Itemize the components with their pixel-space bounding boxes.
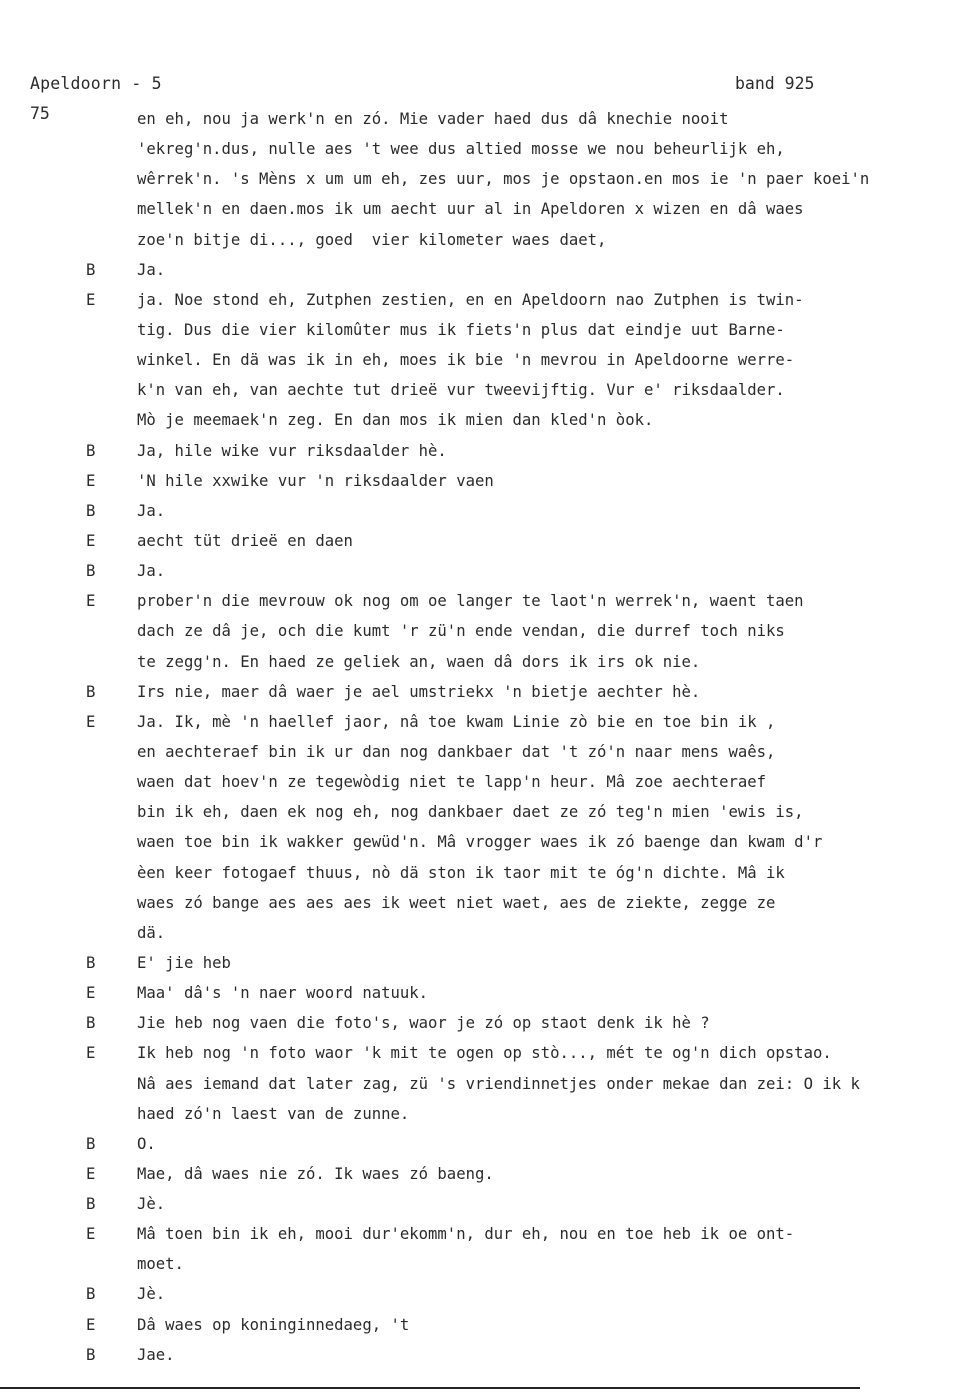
transcript-line [0,1129,973,1159]
transcript-line [0,978,973,1008]
speaker-label: E [86,1164,96,1183]
transcript-line [0,1340,973,1370]
document-title: Apeldoorn - 5 [30,74,162,93]
speaker-label: E [86,984,96,1003]
band-label: band 925 [735,74,815,93]
transcript-line [0,586,973,616]
speaker-label: E [86,1044,96,1063]
transcript-line [0,496,973,526]
transcript-line [0,375,973,405]
transcript-line [0,1159,973,1189]
line-text: dach ze dâ je, och die kumt 'r zü'n ende vendan, die durref toch niks [137,622,785,641]
transcript-line [0,1219,973,1249]
line-text: Jè. [137,1285,166,1304]
line-text: te zegg'n. En haed ze geliek an, waen dâ dors ik irs ok nie. [137,652,701,671]
speaker-label: B [86,562,96,581]
footer-rule [0,1387,860,1389]
line-text: Ik heb nog 'n foto waor 'k mit te ogen op stò..., mét te og'n dich opstao. [137,1044,832,1063]
speaker-label: E [86,1225,96,1244]
transcript-line [0,285,973,315]
line-text: prober'n die mevrouw ok nog om oe langer te laot'n werrek'n, waent taen [137,592,804,611]
speaker-label: E [86,1315,96,1334]
transcript-line [0,888,973,918]
line-text: aecht tüt drieë en daen [137,531,353,550]
line-text: moet. [137,1255,184,1274]
line-text: Ja. Ik, mè 'n haellef jaor, nâ toe kwam Linie zò bie en toe bin ik , [137,712,776,731]
speaker-label: B [86,682,96,701]
line-text: ja. Noe stond eh, Zutphen zestien, en en Apeldoorn nao Zutphen is twin- [137,290,804,309]
transcript-line [0,345,973,375]
line-text: dä. [137,923,166,942]
transcript-line [0,1008,973,1038]
transcript-line [0,1310,973,1340]
line-text: wêrrek'n. 's Mèns x um um eh, zes uur, mos je opstaon.en mos ie 'n paer koei'n [137,170,870,189]
line-text: Jè. [137,1195,166,1214]
transcript-line [0,918,973,948]
line-text: Jae. [137,1345,175,1364]
line-text: zoe'n bitje di..., goed vier kilometer waes daet, [137,230,607,249]
line-text: waes zó bange aes aes aes ik weet niet waet, aes de ziekte, zegge ze [137,893,776,912]
line-text: k'n van eh, van aechte tut drieë vur tweevijftig. Vur e' riksdaalder. [137,381,785,400]
line-text: Mâ toen bin ik eh, mooi dur'ekomm'n, dur eh, nou en toe heb ik oe ont- [137,1225,795,1244]
speaker-label: B [86,953,96,972]
line-text: waen dat hoev'n ze tegewòdig niet te lapp'n heur. Mâ zoe aechteraef [137,773,767,792]
transcript-line [0,797,973,827]
speaker-label: E [86,290,96,309]
line-text: haed zó'n laest van de zunne. [137,1104,410,1123]
line-text: en eh, nou ja werk'n en zó. Mie vader haed dus dâ knechie nooit [137,110,729,128]
line-text: Irs nie, maer dâ waer je ael umstriekx 'n bietje aechter hè. [137,682,701,701]
line-text: 'ekreg'n.dus, nulle aes 't wee dus altied mosse we nou beheurlijk eh, [137,140,785,159]
line-text: O. [137,1134,156,1153]
transcript-line [0,1249,973,1279]
page-number: 75 [30,104,50,123]
transcript-line [0,526,973,556]
line-text: E' jie heb [137,953,231,972]
transcript-line [0,436,973,466]
transcript [0,104,973,1370]
line-text: mellek'n en daen.mos ik um aecht uur al in Apeldoren x wizen en dâ waes [137,200,804,219]
transcript-line [0,767,973,797]
transcript-line [0,647,973,677]
transcript-line [0,1099,973,1129]
transcript-line [0,737,973,767]
transcript-line [0,1279,973,1309]
transcript-line [0,1189,973,1219]
speaker-label: E [86,531,96,550]
line-text: èen keer fotogaef thuus, nò dä ston ik taor mit te óg'n dichte. Mâ ik [137,863,785,882]
line-text: Ja. [137,260,166,279]
speaker-label: B [86,441,96,460]
line-text: 'N hile xxwike vur 'n riksdaalder vaen [137,471,494,490]
line-text: Dâ waes op koninginnedaeg, 't [137,1315,410,1334]
line-text: en aechteraef bin ik ur dan nog dankbaer dat 't zó'n naar mens waês, [137,742,776,761]
transcript-line [0,677,973,707]
transcript-line [0,827,973,857]
line-text: Ja. [137,562,166,581]
line-text: Jie heb nog vaen die foto's, waor je zó op staot denk ik hè ? [137,1014,710,1033]
transcript-line [0,164,973,194]
transcript-line [0,255,973,285]
speaker-label: B [86,1134,96,1153]
speaker-label: B [86,260,96,279]
speaker-label: B [86,1285,96,1304]
transcript-line [0,134,973,164]
transcript-line [0,1038,973,1068]
transcript-line [0,315,973,345]
speaker-label: E [86,712,96,731]
speaker-label: B [86,1345,96,1364]
speaker-label: B [86,501,96,520]
speaker-label: B [86,1195,96,1214]
transcript-line [0,104,973,134]
line-text: Nâ aes iemand dat later zag, zü 's vriendinnetjes onder mekae dan zei: O ik k [137,1074,860,1093]
transcript-line [0,858,973,888]
line-text: Ja, hile wike vur riksdaalder hè. [137,441,447,460]
transcript-line [0,225,973,255]
speaker-label: B [86,1014,96,1033]
transcript-line [0,707,973,737]
line-text: Ja. [137,501,166,520]
line-text: tig. Dus die vier kilomûter mus ik fiets'n plus dat eindje uut Barne- [137,320,785,339]
transcript-line [0,194,973,224]
line-text: waen toe bin ik wakker gewüd'n. Mâ vrogger waes ik zó baenge dan kwam d'r [137,833,823,852]
line-text: winkel. En dä was ik in eh, moes ik bie 'n mevrou in Apeldoorne werre- [137,351,795,370]
line-text: Mò je meemaek'n zeg. En dan mos ik mien dan kled'n òok. [137,411,654,430]
speaker-label: E [86,471,96,490]
line-text: Maa' dâ's 'n naer woord natuuk. [137,984,429,1003]
line-text: Mae, dâ waes nie zó. Ik waes zó baeng. [137,1164,494,1183]
line-text: bin ik eh, daen ek nog eh, nog dankbaer daet ze zó teg'n mien 'ewis is, [137,803,804,822]
transcript-line [0,616,973,646]
transcript-line [0,556,973,586]
transcript-line [0,948,973,978]
speaker-label: E [86,592,96,611]
transcript-line [0,405,973,435]
transcript-line [0,466,973,496]
transcript-line [0,1069,973,1099]
